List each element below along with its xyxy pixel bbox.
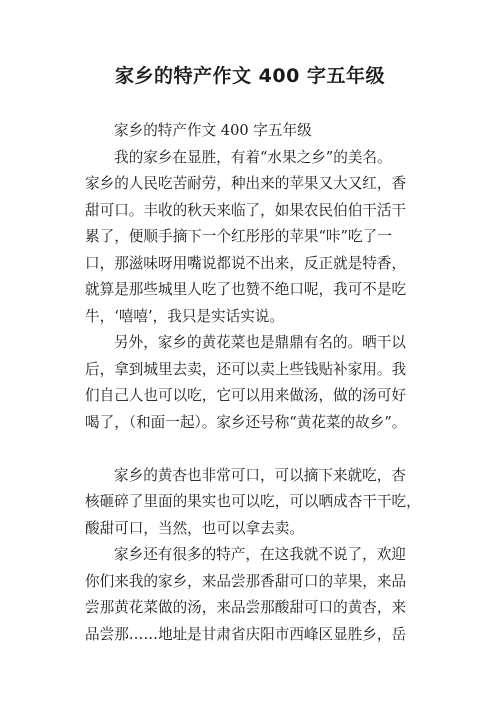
text-line: 家乡的黄杏也非常可口，可以摘下来就吃，杏 bbox=[114, 466, 406, 484]
text-line: 另外，家乡的黄花菜也是鼎鼎有名的。晒干以 bbox=[114, 334, 406, 351]
text-line: 后，拿到城里去卖，还可以卖上些钱贴补家用。我 bbox=[85, 360, 407, 378]
text-line: 尝那黄花菜做的汤，来品尝那酸甜可口的黄杏，来 bbox=[85, 599, 407, 616]
text-line: 家乡的特产作文 400 字五年级 bbox=[114, 122, 312, 139]
text-line: 家乡的人民吃苦耐劳，种出来的苹果又大又红，香 bbox=[85, 175, 407, 192]
text-line: 们自己人也可以吃，它可以用来做汤，做的汤可好 bbox=[85, 387, 407, 404]
text-line: 甜可口。丰收的秋天来临了，如果农民伯伯干活干 bbox=[85, 201, 407, 219]
text-line: 我的家乡在显胜，有着“水果之乡”的美名。 bbox=[114, 148, 392, 166]
text-line: 牛，‘嘻嘻’，我只是实话实说。 bbox=[85, 307, 284, 325]
text-line: 酸甜可口，当然，也可以拿去卖。 bbox=[85, 519, 304, 537]
text-line: 品尝那……地址是甘肃省庆阳市西峰区显胜乡，岳 bbox=[85, 625, 407, 643]
text-line bbox=[85, 436, 425, 463]
text-line: 累了，便顺手摘下一个红彤彤的苹果“咔”吃了一 bbox=[85, 228, 392, 245]
document-body bbox=[85, 118, 425, 648]
text-line: 就算是那些城里人吃了也赞不绝口呢，我可不是吃 bbox=[85, 281, 407, 298]
document-title: 家乡的特产作文 400 字五年级 bbox=[115, 65, 385, 87]
text-line: 家乡还有很多的特产，在这我就不说了，欢迎 bbox=[114, 546, 406, 563]
text-line: 口，那滋味呀用嘴说都说不出来，反正就是特香， bbox=[85, 254, 407, 272]
text-line: 你们来我的家乡，来品尝那香甜可口的苹果，来品 bbox=[85, 572, 407, 590]
text-line: 喝了，（和面一起）。家乡还号称“黄花菜的故乡”。 bbox=[85, 413, 407, 431]
text-line: 核砸碎了里面的果实也可以吃，可以晒成杏干干吃， bbox=[85, 493, 421, 510]
